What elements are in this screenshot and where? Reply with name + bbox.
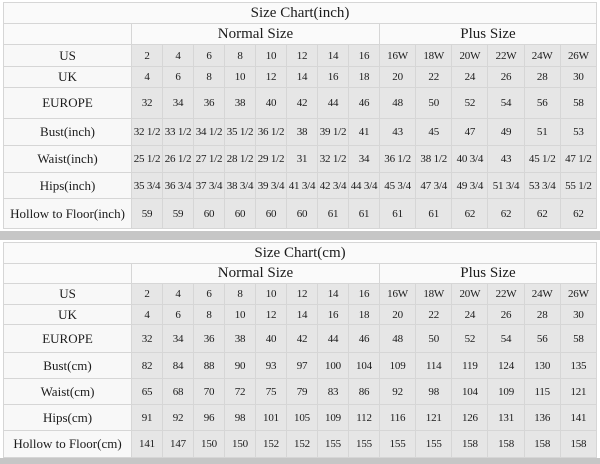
size-value-cell: 34 1/2 (194, 119, 225, 146)
size-value-cell: 34 (163, 325, 194, 353)
size-value-cell: 96 (194, 405, 225, 431)
row-label: Waist(inch) (4, 146, 132, 173)
size-value-cell: 12 (287, 45, 318, 67)
table-row (4, 431, 597, 458)
normal-size-header: Normal Size (132, 24, 380, 45)
size-value-cell: 8 (194, 67, 225, 88)
size-value-cell: 36 3/4 (163, 173, 194, 199)
size-value-cell: 26W (560, 284, 596, 305)
size-value-cell: 79 (287, 379, 318, 405)
size-value-cell: 98 (225, 405, 256, 431)
size-value-cell: 147 (163, 431, 194, 458)
size-value-cell: 38 (287, 119, 318, 146)
size-value-cell: 46 (349, 325, 380, 353)
size-value-cell: 44 3/4 (349, 173, 380, 199)
size-value-cell: 35 3/4 (132, 173, 163, 199)
size-value-cell: 97 (287, 353, 318, 379)
size-value-cell: 101 (256, 405, 287, 431)
size-value-cell: 158 (452, 431, 488, 458)
size-value-cell: 27 1/2 (194, 146, 225, 173)
table-row (4, 67, 597, 88)
size-value-cell: 61 (318, 199, 349, 229)
row-label: Bust(inch) (4, 119, 132, 146)
size-value-cell: 4 (132, 67, 163, 88)
row-label: US (4, 284, 132, 305)
size-value-cell: 28 (524, 67, 560, 88)
size-value-cell: 4 (163, 284, 194, 305)
row-label: Waist(cm) (4, 379, 132, 405)
plus-size-header: Plus Size (380, 24, 597, 45)
size-value-cell: 155 (380, 431, 416, 458)
size-value-cell: 36 1/2 (380, 146, 416, 173)
size-value-cell: 116 (380, 405, 416, 431)
normal-size-header: Normal Size (132, 264, 380, 284)
size-value-cell: 16 (349, 45, 380, 67)
size-value-cell: 155 (416, 431, 452, 458)
row-label: US (4, 45, 132, 67)
size-value-cell: 4 (132, 305, 163, 325)
size-value-cell: 10 (225, 67, 256, 88)
size-value-cell: 31 (287, 146, 318, 173)
size-value-cell: 36 (194, 325, 225, 353)
size-value-cell: 16W (380, 284, 416, 305)
size-value-cell: 8 (225, 45, 256, 67)
size-value-cell: 24 (452, 305, 488, 325)
size-value-cell: 39 1/2 (318, 119, 349, 146)
table-row (4, 353, 597, 379)
size-value-cell: 158 (488, 431, 524, 458)
size-value-cell: 65 (132, 379, 163, 405)
size-value-cell: 126 (452, 405, 488, 431)
size-value-cell: 12 (256, 305, 287, 325)
table-row (4, 146, 597, 173)
size-value-cell: 2 (132, 284, 163, 305)
size-value-cell: 26 1/2 (163, 146, 194, 173)
size-value-cell: 53 (560, 119, 596, 146)
table-row (4, 119, 597, 146)
size-value-cell: 150 (225, 431, 256, 458)
size-value-cell: 62 (524, 199, 560, 229)
size-value-cell: 29 1/2 (256, 146, 287, 173)
size-value-cell: 36 (194, 88, 225, 119)
size-chart-cm-table (3, 242, 597, 458)
size-value-cell: 34 (163, 88, 194, 119)
row-label: UK (4, 305, 132, 325)
size-value-cell: 51 (524, 119, 560, 146)
table-row (4, 45, 597, 67)
size-value-cell: 43 (488, 146, 524, 173)
size-value-cell: 150 (194, 431, 225, 458)
table-divider-band (0, 231, 600, 240)
size-value-cell: 155 (318, 431, 349, 458)
size-value-cell: 18 (349, 67, 380, 88)
size-value-cell: 121 (416, 405, 452, 431)
size-value-cell: 42 (287, 88, 318, 119)
table-title-row (4, 243, 597, 264)
size-value-cell: 6 (163, 305, 194, 325)
size-value-cell: 28 1/2 (225, 146, 256, 173)
size-value-cell: 30 (560, 305, 596, 325)
size-chart-inch-table (3, 2, 597, 229)
size-value-cell: 92 (163, 405, 194, 431)
size-value-cell: 10 (225, 305, 256, 325)
row-label: EUROPE (4, 325, 132, 353)
size-value-cell: 93 (256, 353, 287, 379)
size-value-cell: 6 (194, 45, 225, 67)
size-value-cell: 60 (225, 199, 256, 229)
size-value-cell: 38 3/4 (225, 173, 256, 199)
size-value-cell: 8 (194, 305, 225, 325)
size-value-cell: 115 (524, 379, 560, 405)
size-value-cell: 68 (163, 379, 194, 405)
size-value-cell: 56 (524, 88, 560, 119)
size-value-cell: 36 1/2 (256, 119, 287, 146)
size-value-cell: 44 (318, 325, 349, 353)
row-label: Bust(cm) (4, 353, 132, 379)
size-value-cell: 52 (452, 325, 488, 353)
size-value-cell: 10 (256, 284, 287, 305)
size-value-cell: 83 (318, 379, 349, 405)
size-value-cell: 53 3/4 (524, 173, 560, 199)
size-value-cell: 22 (416, 67, 452, 88)
size-value-cell: 39 3/4 (256, 173, 287, 199)
corner-cell (4, 264, 132, 284)
size-value-cell: 45 3/4 (380, 173, 416, 199)
size-value-cell: 12 (287, 284, 318, 305)
size-value-cell: 54 (488, 88, 524, 119)
size-value-cell: 14 (318, 284, 349, 305)
bottom-band (0, 458, 600, 464)
table-row (4, 379, 597, 405)
size-value-cell: 58 (560, 88, 596, 119)
size-value-cell: 112 (349, 405, 380, 431)
row-label: EUROPE (4, 88, 132, 119)
size-value-cell: 40 (256, 325, 287, 353)
size-value-cell: 61 (380, 199, 416, 229)
size-value-cell: 38 (225, 325, 256, 353)
plus-size-header: Plus Size (380, 264, 597, 284)
size-value-cell: 25 1/2 (132, 146, 163, 173)
table-title: Size Chart(cm) (4, 243, 597, 264)
size-value-cell: 152 (256, 431, 287, 458)
size-value-cell: 30 (560, 67, 596, 88)
size-value-cell: 109 (318, 405, 349, 431)
size-value-cell: 119 (452, 353, 488, 379)
size-value-cell: 56 (524, 325, 560, 353)
size-value-cell: 22 (416, 305, 452, 325)
size-value-cell: 38 1/2 (416, 146, 452, 173)
size-value-cell: 51 3/4 (488, 173, 524, 199)
size-value-cell: 45 (416, 119, 452, 146)
size-value-cell: 58 (560, 325, 596, 353)
size-value-cell: 82 (132, 353, 163, 379)
row-label: Hips(inch) (4, 173, 132, 199)
table-row (4, 284, 597, 305)
table-title: Size Chart(inch) (4, 3, 597, 24)
size-value-cell: 109 (488, 379, 524, 405)
size-value-cell: 55 1/2 (560, 173, 596, 199)
size-value-cell: 49 (488, 119, 524, 146)
size-value-cell: 75 (256, 379, 287, 405)
table-row (4, 88, 597, 119)
size-value-cell: 90 (225, 353, 256, 379)
size-value-cell: 60 (287, 199, 318, 229)
size-value-cell: 16W (380, 45, 416, 67)
size-value-cell: 47 3/4 (416, 173, 452, 199)
size-value-cell: 35 1/2 (225, 119, 256, 146)
size-value-cell: 141 (132, 431, 163, 458)
size-value-cell: 155 (349, 431, 380, 458)
size-value-cell: 104 (452, 379, 488, 405)
size-value-cell: 26W (560, 45, 596, 67)
size-value-cell: 8 (225, 284, 256, 305)
row-label: Hips(cm) (4, 405, 132, 431)
size-value-cell: 12 (256, 67, 287, 88)
size-value-cell: 52 (452, 88, 488, 119)
size-value-cell: 28 (524, 305, 560, 325)
size-value-cell: 114 (416, 353, 452, 379)
size-value-cell: 44 (318, 88, 349, 119)
table-row (4, 325, 597, 353)
size-value-cell: 100 (318, 353, 349, 379)
size-value-cell: 59 (163, 199, 194, 229)
size-value-cell: 105 (287, 405, 318, 431)
size-value-cell: 98 (416, 379, 452, 405)
size-value-cell: 91 (132, 405, 163, 431)
size-value-cell: 20 (380, 305, 416, 325)
size-value-cell: 60 (194, 199, 225, 229)
size-value-cell: 20W (452, 284, 488, 305)
size-value-cell: 88 (194, 353, 225, 379)
size-value-cell: 32 (132, 325, 163, 353)
size-value-cell: 47 (452, 119, 488, 146)
size-value-cell: 16 (349, 284, 380, 305)
size-value-cell: 43 (380, 119, 416, 146)
size-value-cell: 38 (225, 88, 256, 119)
size-value-cell: 24W (524, 284, 560, 305)
size-value-cell: 14 (318, 45, 349, 67)
size-value-cell: 18 (349, 305, 380, 325)
table-row (4, 199, 597, 229)
table-title-row (4, 3, 597, 24)
size-value-cell: 18W (416, 45, 452, 67)
size-value-cell: 135 (560, 353, 596, 379)
table-row (4, 405, 597, 431)
table-row (4, 305, 597, 325)
size-value-cell: 62 (452, 199, 488, 229)
column-group-row (4, 24, 597, 45)
size-value-cell: 70 (194, 379, 225, 405)
size-value-cell: 26 (488, 67, 524, 88)
size-value-cell: 48 (380, 88, 416, 119)
size-value-cell: 60 (256, 199, 287, 229)
row-label: Hollow to Floor(inch) (4, 199, 132, 229)
row-label: Hollow to Floor(cm) (4, 431, 132, 458)
size-value-cell: 32 (132, 88, 163, 119)
size-value-cell: 86 (349, 379, 380, 405)
size-value-cell: 92 (380, 379, 416, 405)
size-value-cell: 61 (416, 199, 452, 229)
size-chart-page (0, 2, 600, 464)
size-value-cell: 42 (287, 325, 318, 353)
size-value-cell: 20 (380, 67, 416, 88)
size-value-cell: 104 (349, 353, 380, 379)
size-value-cell: 62 (560, 199, 596, 229)
size-value-cell: 24W (524, 45, 560, 67)
size-value-cell: 22W (488, 284, 524, 305)
size-value-cell: 10 (256, 45, 287, 67)
row-label: UK (4, 67, 132, 88)
size-value-cell: 121 (560, 379, 596, 405)
size-value-cell: 16 (318, 67, 349, 88)
size-value-cell: 20W (452, 45, 488, 67)
size-value-cell: 72 (225, 379, 256, 405)
size-value-cell: 61 (349, 199, 380, 229)
size-value-cell: 14 (287, 67, 318, 88)
size-value-cell: 109 (380, 353, 416, 379)
size-value-cell: 24 (452, 67, 488, 88)
size-value-cell: 41 3/4 (287, 173, 318, 199)
size-value-cell: 46 (349, 88, 380, 119)
size-value-cell: 2 (132, 45, 163, 67)
table-row (4, 173, 597, 199)
size-value-cell: 4 (163, 45, 194, 67)
size-value-cell: 62 (488, 199, 524, 229)
size-value-cell: 50 (416, 325, 452, 353)
corner-cell (4, 24, 132, 45)
size-value-cell: 6 (163, 67, 194, 88)
size-value-cell: 59 (132, 199, 163, 229)
size-value-cell: 22W (488, 45, 524, 67)
size-value-cell: 49 3/4 (452, 173, 488, 199)
size-value-cell: 40 (256, 88, 287, 119)
size-value-cell: 34 (349, 146, 380, 173)
size-value-cell: 48 (380, 325, 416, 353)
size-value-cell: 32 1/2 (132, 119, 163, 146)
size-value-cell: 40 3/4 (452, 146, 488, 173)
size-value-cell: 6 (194, 284, 225, 305)
size-value-cell: 158 (560, 431, 596, 458)
size-value-cell: 54 (488, 325, 524, 353)
size-value-cell: 158 (524, 431, 560, 458)
size-value-cell: 141 (560, 405, 596, 431)
size-value-cell: 136 (524, 405, 560, 431)
size-value-cell: 32 1/2 (318, 146, 349, 173)
size-value-cell: 124 (488, 353, 524, 379)
size-value-cell: 50 (416, 88, 452, 119)
size-value-cell: 41 (349, 119, 380, 146)
size-value-cell: 14 (287, 305, 318, 325)
size-value-cell: 84 (163, 353, 194, 379)
size-value-cell: 131 (488, 405, 524, 431)
size-value-cell: 152 (287, 431, 318, 458)
size-value-cell: 45 1/2 (524, 146, 560, 173)
size-value-cell: 130 (524, 353, 560, 379)
size-value-cell: 26 (488, 305, 524, 325)
column-group-row (4, 264, 597, 284)
size-value-cell: 33 1/2 (163, 119, 194, 146)
size-value-cell: 16 (318, 305, 349, 325)
size-value-cell: 47 1/2 (560, 146, 596, 173)
size-value-cell: 37 3/4 (194, 173, 225, 199)
size-value-cell: 18W (416, 284, 452, 305)
size-value-cell: 42 3/4 (318, 173, 349, 199)
